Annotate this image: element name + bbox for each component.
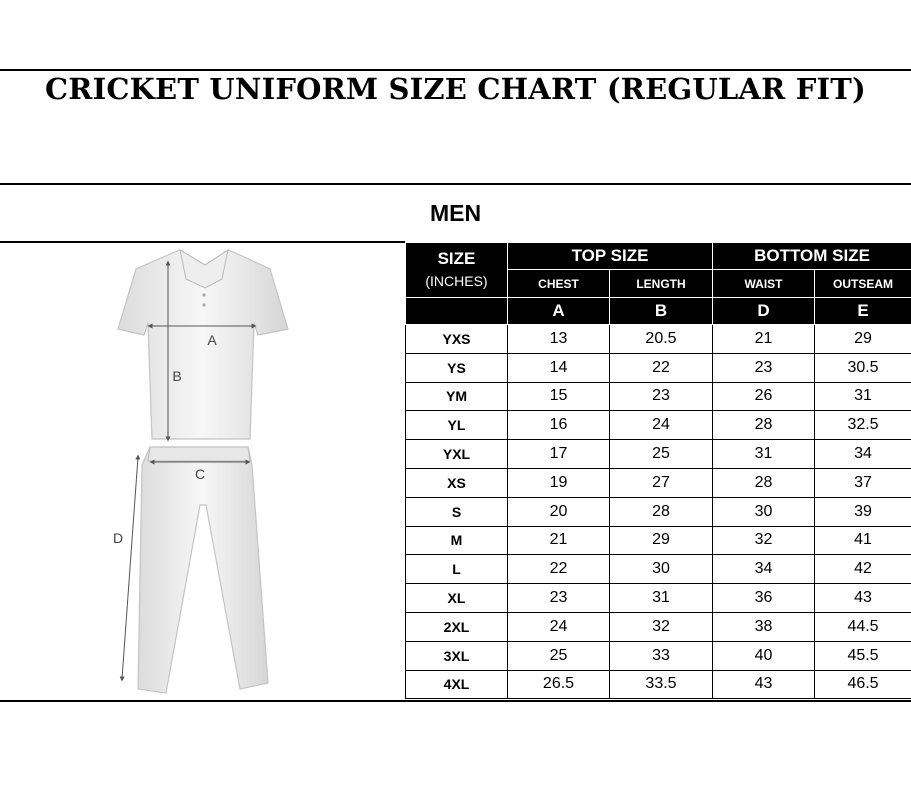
waist-cell: 30 (713, 497, 815, 526)
uniform-illustration (0, 243, 405, 701)
outseam-cell: 39 (815, 497, 911, 526)
size-header-label: SIZE (437, 249, 476, 268)
size-cell: XS (406, 468, 508, 497)
length-cell: 33.5 (610, 670, 713, 699)
measure-label-d: D (112, 530, 124, 546)
trousers-icon (138, 447, 268, 693)
waist-cell: 21 (713, 325, 815, 354)
outseam-letter-header: E (815, 298, 911, 325)
outseam-cell: 37 (815, 468, 911, 497)
table-row (406, 612, 911, 641)
length-column-header: LENGTH (610, 270, 713, 298)
chest-cell: 24 (508, 612, 610, 641)
outseam-cell: 45.5 (815, 641, 911, 670)
bottom-size-group-header: BOTTOM SIZE (713, 243, 911, 270)
length-cell: 23 (610, 382, 713, 411)
outseam-cell: 34 (815, 440, 911, 469)
size-cell: YXS (406, 325, 508, 354)
waist-cell: 36 (713, 584, 815, 613)
waist-cell: 43 (713, 670, 815, 699)
waist-cell: 28 (713, 468, 815, 497)
length-cell: 25 (610, 440, 713, 469)
chest-cell: 23 (508, 584, 610, 613)
chest-letter-header: A (508, 298, 610, 325)
length-letter-header: B (610, 298, 713, 325)
measure-label-c: C (194, 466, 206, 482)
length-cell: 31 (610, 584, 713, 613)
table-row (406, 641, 911, 670)
waist-cell: 28 (713, 411, 815, 440)
waist-letter-header: D (713, 298, 815, 325)
table-row (406, 440, 911, 469)
size-cell: YL (406, 411, 508, 440)
unit-header-label: (INCHES) (425, 273, 488, 289)
table-row (406, 670, 911, 699)
outseam-cell: 42 (815, 555, 911, 584)
chest-cell: 13 (508, 325, 610, 354)
table-row (406, 526, 911, 555)
chest-cell: 26.5 (508, 670, 610, 699)
table-row (406, 584, 911, 613)
size-cell: 2XL (406, 612, 508, 641)
title-divider (0, 183, 911, 185)
size-cell: 4XL (406, 670, 508, 699)
waist-column-header: WAIST (713, 270, 815, 298)
outseam-cell: 31 (815, 382, 911, 411)
size-cell: XL (406, 584, 508, 613)
waist-cell: 34 (713, 555, 815, 584)
waist-cell: 26 (713, 382, 815, 411)
size-letter-header-blank (406, 298, 508, 325)
size-cell: M (406, 526, 508, 555)
outseam-cell: 30.5 (815, 353, 911, 382)
waist-cell: 32 (713, 526, 815, 555)
chest-column-header: CHEST (508, 270, 610, 298)
chest-cell: 16 (508, 411, 610, 440)
chest-cell: 17 (508, 440, 610, 469)
table-row (406, 325, 911, 354)
chest-cell: 25 (508, 641, 610, 670)
chest-cell: 14 (508, 353, 610, 382)
section-heading: MEN (429, 200, 482, 226)
size-cell: L (406, 555, 508, 584)
outseam-cell: 46.5 (815, 670, 911, 699)
length-cell: 33 (610, 641, 713, 670)
outseam-column-header: OUTSEAM (815, 270, 911, 298)
length-cell: 32 (610, 612, 713, 641)
size-cell: YM (406, 382, 508, 411)
size-cell: YS (406, 353, 508, 382)
outseam-cell: 43 (815, 584, 911, 613)
table-row (406, 411, 911, 440)
table-row (406, 468, 911, 497)
chest-cell: 21 (508, 526, 610, 555)
table-row (406, 382, 911, 411)
size-cell: YXL (406, 440, 508, 469)
table-row (406, 497, 911, 526)
length-cell: 24 (610, 411, 713, 440)
waist-cell: 31 (713, 440, 815, 469)
measure-label-b: B (172, 368, 182, 384)
length-cell: 30 (610, 555, 713, 584)
outseam-cell: 44.5 (815, 612, 911, 641)
size-column-header (406, 243, 508, 298)
table-row (406, 353, 911, 382)
table-row (406, 555, 911, 584)
page-title: CRICKET UNIFORM SIZE CHART (REGULAR FIT) (45, 72, 866, 106)
shirt-icon (118, 250, 288, 439)
top-rule (0, 69, 911, 71)
size-rows (406, 325, 911, 699)
outseam-cell: 29 (815, 325, 911, 354)
size-cell: 3XL (406, 641, 508, 670)
length-cell: 29 (610, 526, 713, 555)
size-cell: S (406, 497, 508, 526)
chest-cell: 20 (508, 497, 610, 526)
chest-cell: 19 (508, 468, 610, 497)
waist-cell: 38 (713, 612, 815, 641)
waist-cell: 40 (713, 641, 815, 670)
top-size-group-header: TOP SIZE (508, 243, 713, 270)
measure-label-a: A (207, 332, 217, 348)
length-cell: 20.5 (610, 325, 713, 354)
waist-cell: 23 (713, 353, 815, 382)
length-cell: 28 (610, 497, 713, 526)
chest-cell: 15 (508, 382, 610, 411)
outseam-cell: 41 (815, 526, 911, 555)
length-cell: 22 (610, 353, 713, 382)
length-cell: 27 (610, 468, 713, 497)
size-chart-table (405, 242, 911, 699)
outseam-cell: 32.5 (815, 411, 911, 440)
chest-cell: 22 (508, 555, 610, 584)
